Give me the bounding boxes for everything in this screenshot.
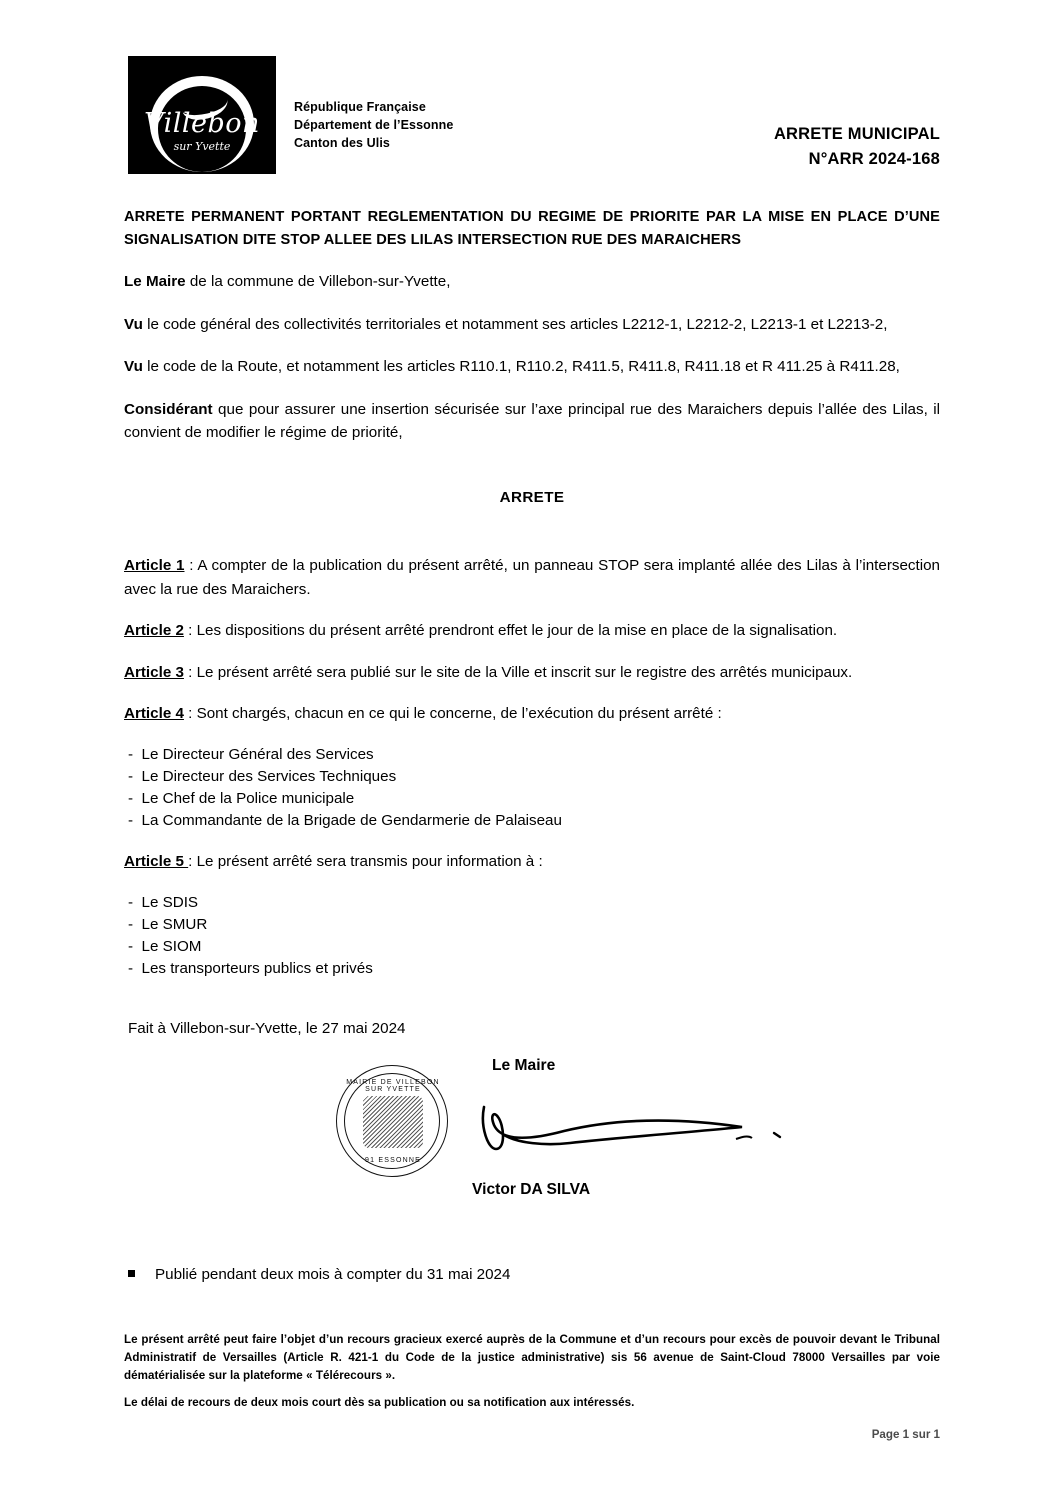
signature-area <box>124 1057 940 1242</box>
article-5-label: Article 5 <box>124 852 189 870</box>
square-bullet-icon <box>128 1270 135 1277</box>
preamble-paragraph-3 <box>124 355 940 379</box>
document-header <box>124 44 940 184</box>
preamble-lead-4: Considérant <box>124 400 213 418</box>
document-subject: ARRETE PERMANENT PORTANT REGLEMENTATION DU REGIME DE PRIORITE PAR LA MISE EN PLACE D’UNE SIGNALISATION DITE STOP ALLEE DES LILAS INTERSECTION RUE DES MARAICHERS <box>124 209 940 248</box>
preamble-paragraph-4 <box>124 398 940 445</box>
article-3-label: Article 3 <box>124 663 184 681</box>
article-5-list <box>124 892 940 980</box>
article-3 <box>124 661 940 685</box>
document-footer <box>124 1331 940 1441</box>
list-item: - Le SDIS <box>128 892 940 914</box>
administration-line-3: Canton des Ulis <box>294 136 390 151</box>
preamble-paragraph-2 <box>124 313 940 337</box>
list-item: - Le Chef de la Police municipale <box>128 788 940 810</box>
preamble-paragraph-1 <box>124 270 940 294</box>
stamp-bottom-text: 91 ESSONNE <box>365 1156 421 1164</box>
signature-name: Victor DA SILVA <box>472 1180 591 1198</box>
handwritten-signature-icon <box>474 1087 794 1167</box>
article-3-text: : Le présent arrêté sera publié sur le site de la Ville et inscrit sur le registre des arrêtés municipaux. <box>183 663 853 681</box>
article-4-text: : Sont chargés, chacun en ce qui le concerne, de l’exécution du présent arrêté : <box>183 705 722 723</box>
logo-script-sub: sur Yvette <box>173 140 231 153</box>
commune-logo-block <box>128 56 453 174</box>
preamble-text-1: de la commune de Villebon-sur-Yvette, <box>185 273 451 291</box>
list-item: - Les transporteurs publics et privés <box>128 958 940 980</box>
signature-title: Le Maire <box>492 1056 556 1074</box>
arrete-heading: ARRETE <box>499 489 565 507</box>
page-number: Page 1 sur 1 <box>871 1428 940 1441</box>
place-date-line: Fait à Villebon-sur-Yvette, le 27 mai 2024 <box>128 1019 406 1037</box>
article-5-text: : Le présent arrêté sera transmis pour information à : <box>188 852 543 870</box>
document-title-block <box>774 122 940 172</box>
publication-note-text: Publié pendant deux mois à compter du 31 mai 2024 <box>155 1265 511 1283</box>
articles-section <box>124 554 940 980</box>
preamble-text-3: le code de la Route, et notamment les articles R110.1, R110.2, R411.5, R411.8, R411.18 et R 411.25 à R411.28, <box>142 358 900 376</box>
footer-paragraph-1: Le présent arrêté peut faire l’objet d’un recours gracieux exercé auprès de la Commune et d’un recours pour excès de pouvoir devant le Tribunal Administratif de Versailles (Article R. 421-1 du Code de la justice administrative) sis 56 avenue de Saint-Cloud 78000 Versailles par voie dématérialisée sur la plateforme « Télérecours ». <box>124 1333 940 1383</box>
preamble-text-2: le code général des collectivités territoriales et notamment ses articles L2212-1, L2212-2, L2213-1 et L2213-2, <box>142 315 888 333</box>
article-1 <box>124 554 940 601</box>
official-stamp-icon <box>336 1065 448 1177</box>
villebon-logo-icon <box>128 56 276 174</box>
article-4-list <box>124 744 940 832</box>
article-1-label: Article 1 <box>124 557 185 575</box>
article-5 <box>124 850 940 874</box>
list-item: - La Commandante de la Brigade de Gendarmerie de Palaiseau <box>128 810 940 832</box>
preamble-text-4: que pour assurer une insertion sécurisée sur l’axe principal rue des Maraichers depuis l’allée des Lilas, il convient de modifier le régime de priorité, <box>124 400 940 442</box>
article-4-label: Article 4 <box>124 705 184 723</box>
stamp-emblem-icon <box>363 1096 423 1148</box>
article-1-text: : A compter de la publication du présent arrêté, un panneau STOP sera implanté allée des Lilas à l’intersection avec la rue des Maraichers. <box>124 557 941 598</box>
list-item: - Le SMUR <box>128 914 940 936</box>
footer-paragraph-2: Le délai de recours de deux mois court dès sa publication ou sa notification aux intéressés. <box>124 1396 635 1410</box>
article-2-text: : Les dispositions du présent arrêté prendront effet le jour de la mise en place de la signalisation. <box>183 622 838 640</box>
stamp-top-text: MAIRIE DE VILLEBON SUR YVETTE <box>346 1078 440 1093</box>
article-2 <box>124 619 940 643</box>
article-4 <box>124 702 940 726</box>
list-item: - Le SIOM <box>128 936 940 958</box>
publication-note <box>124 1266 940 1283</box>
preamble-lead-3: Vu <box>124 358 143 376</box>
list-item: - Le Directeur Général des Services <box>128 744 940 766</box>
preamble-lead-1: Le Maire <box>124 273 186 291</box>
administration-line-1: République Française <box>294 100 426 114</box>
administration-line-2: Département de l’Essonne <box>294 118 454 133</box>
preamble-lead-2: Vu <box>124 315 143 333</box>
list-item: - Le Directeur des Services Techniques <box>128 766 940 788</box>
logo-script-name: Villebon <box>144 108 260 139</box>
document-number: N°ARR 2024-168 <box>808 149 940 168</box>
article-2-label: Article 2 <box>124 622 184 640</box>
document-type: ARRETE MUNICIPAL <box>773 125 940 143</box>
administration-lines <box>294 98 453 152</box>
